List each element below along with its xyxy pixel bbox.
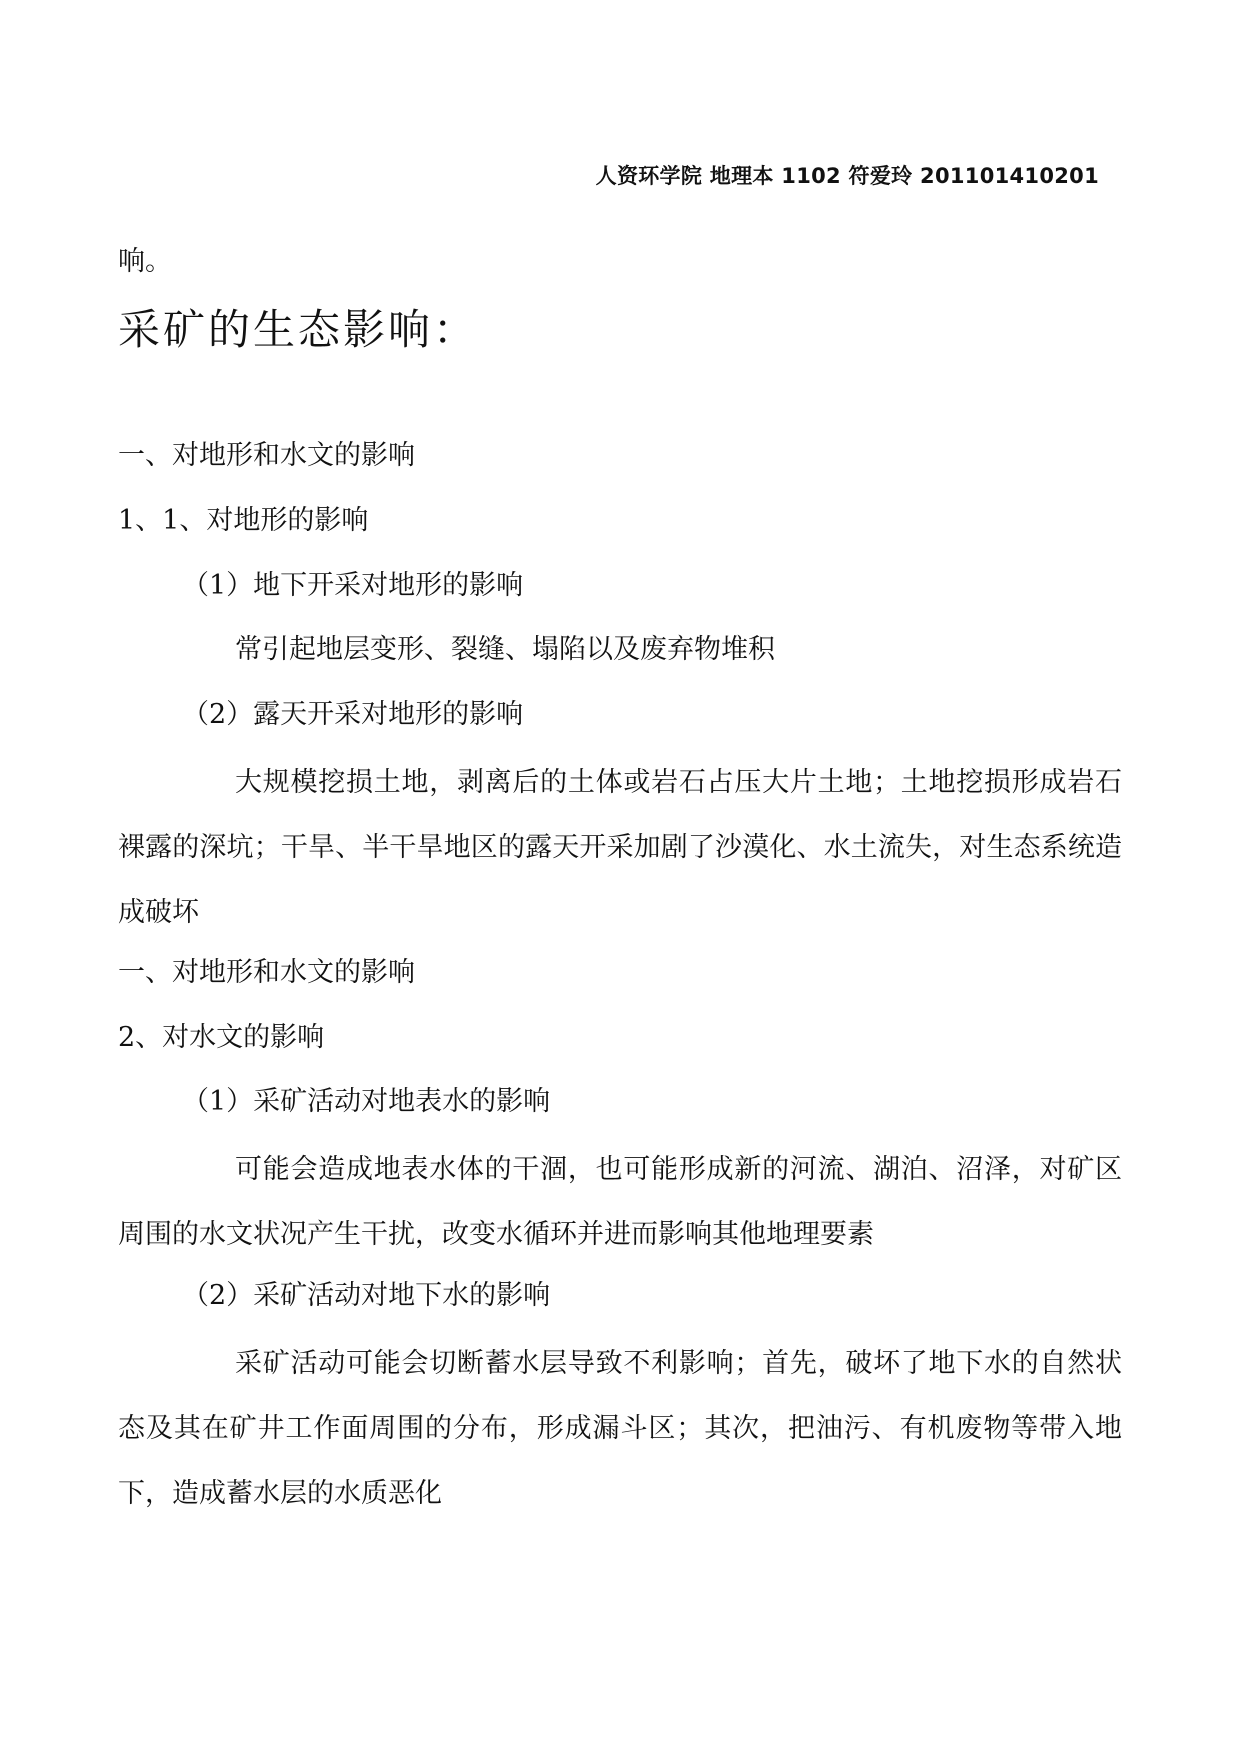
subsection-heading: 1、1、对地形的影响 xyxy=(118,505,369,536)
item-heading: （1）地下开采对地形的影响 xyxy=(182,570,524,601)
item-body-paragraph: 大规模挖损土地，剥离后的土体或岩石占压大片土地；土地挖损形成岩石裸露的深坑；干旱、半干旱地区的露天开采加剧了沙漠化、水土流失，对生态系统造成破坏 xyxy=(118,767,1122,928)
continuation-text: 响。 xyxy=(118,246,172,277)
subsection-heading: 2、对水文的影响 xyxy=(118,1022,325,1053)
page-header: 人资环学院 地理本 1102 符爱玲 201101410201 xyxy=(595,164,1099,188)
section-heading: 一、对地形和水文的影响 xyxy=(118,957,415,988)
item-body: 常引起地层变形、裂缝、塌陷以及废弃物堆积 xyxy=(235,634,775,665)
section-heading: 一、对地形和水文的影响 xyxy=(118,440,415,471)
item-heading: （2）露天开采对地形的影响 xyxy=(182,699,524,730)
item-body-paragraph: 可能会造成地表水体的干涸，也可能形成新的河流、湖泊、沼泽，对矿区周围的水文状况产生干扰，改变水循环并进而影响其他地理要素 xyxy=(118,1154,1122,1250)
page-title: 采矿的生态影响： xyxy=(118,305,479,354)
item-body-paragraph: 采矿活动可能会切断蓄水层导致不利影响；首先，破坏了地下水的自然状态及其在矿井工作面周围的分布，形成漏斗区；其次，把油污、有机废物等带入地下，造成蓄水层的水质恶化 xyxy=(118,1348,1122,1509)
item-heading: （2）采矿活动对地下水的影响 xyxy=(182,1280,551,1311)
item-heading: （1）采矿活动对地表水的影响 xyxy=(182,1086,551,1117)
